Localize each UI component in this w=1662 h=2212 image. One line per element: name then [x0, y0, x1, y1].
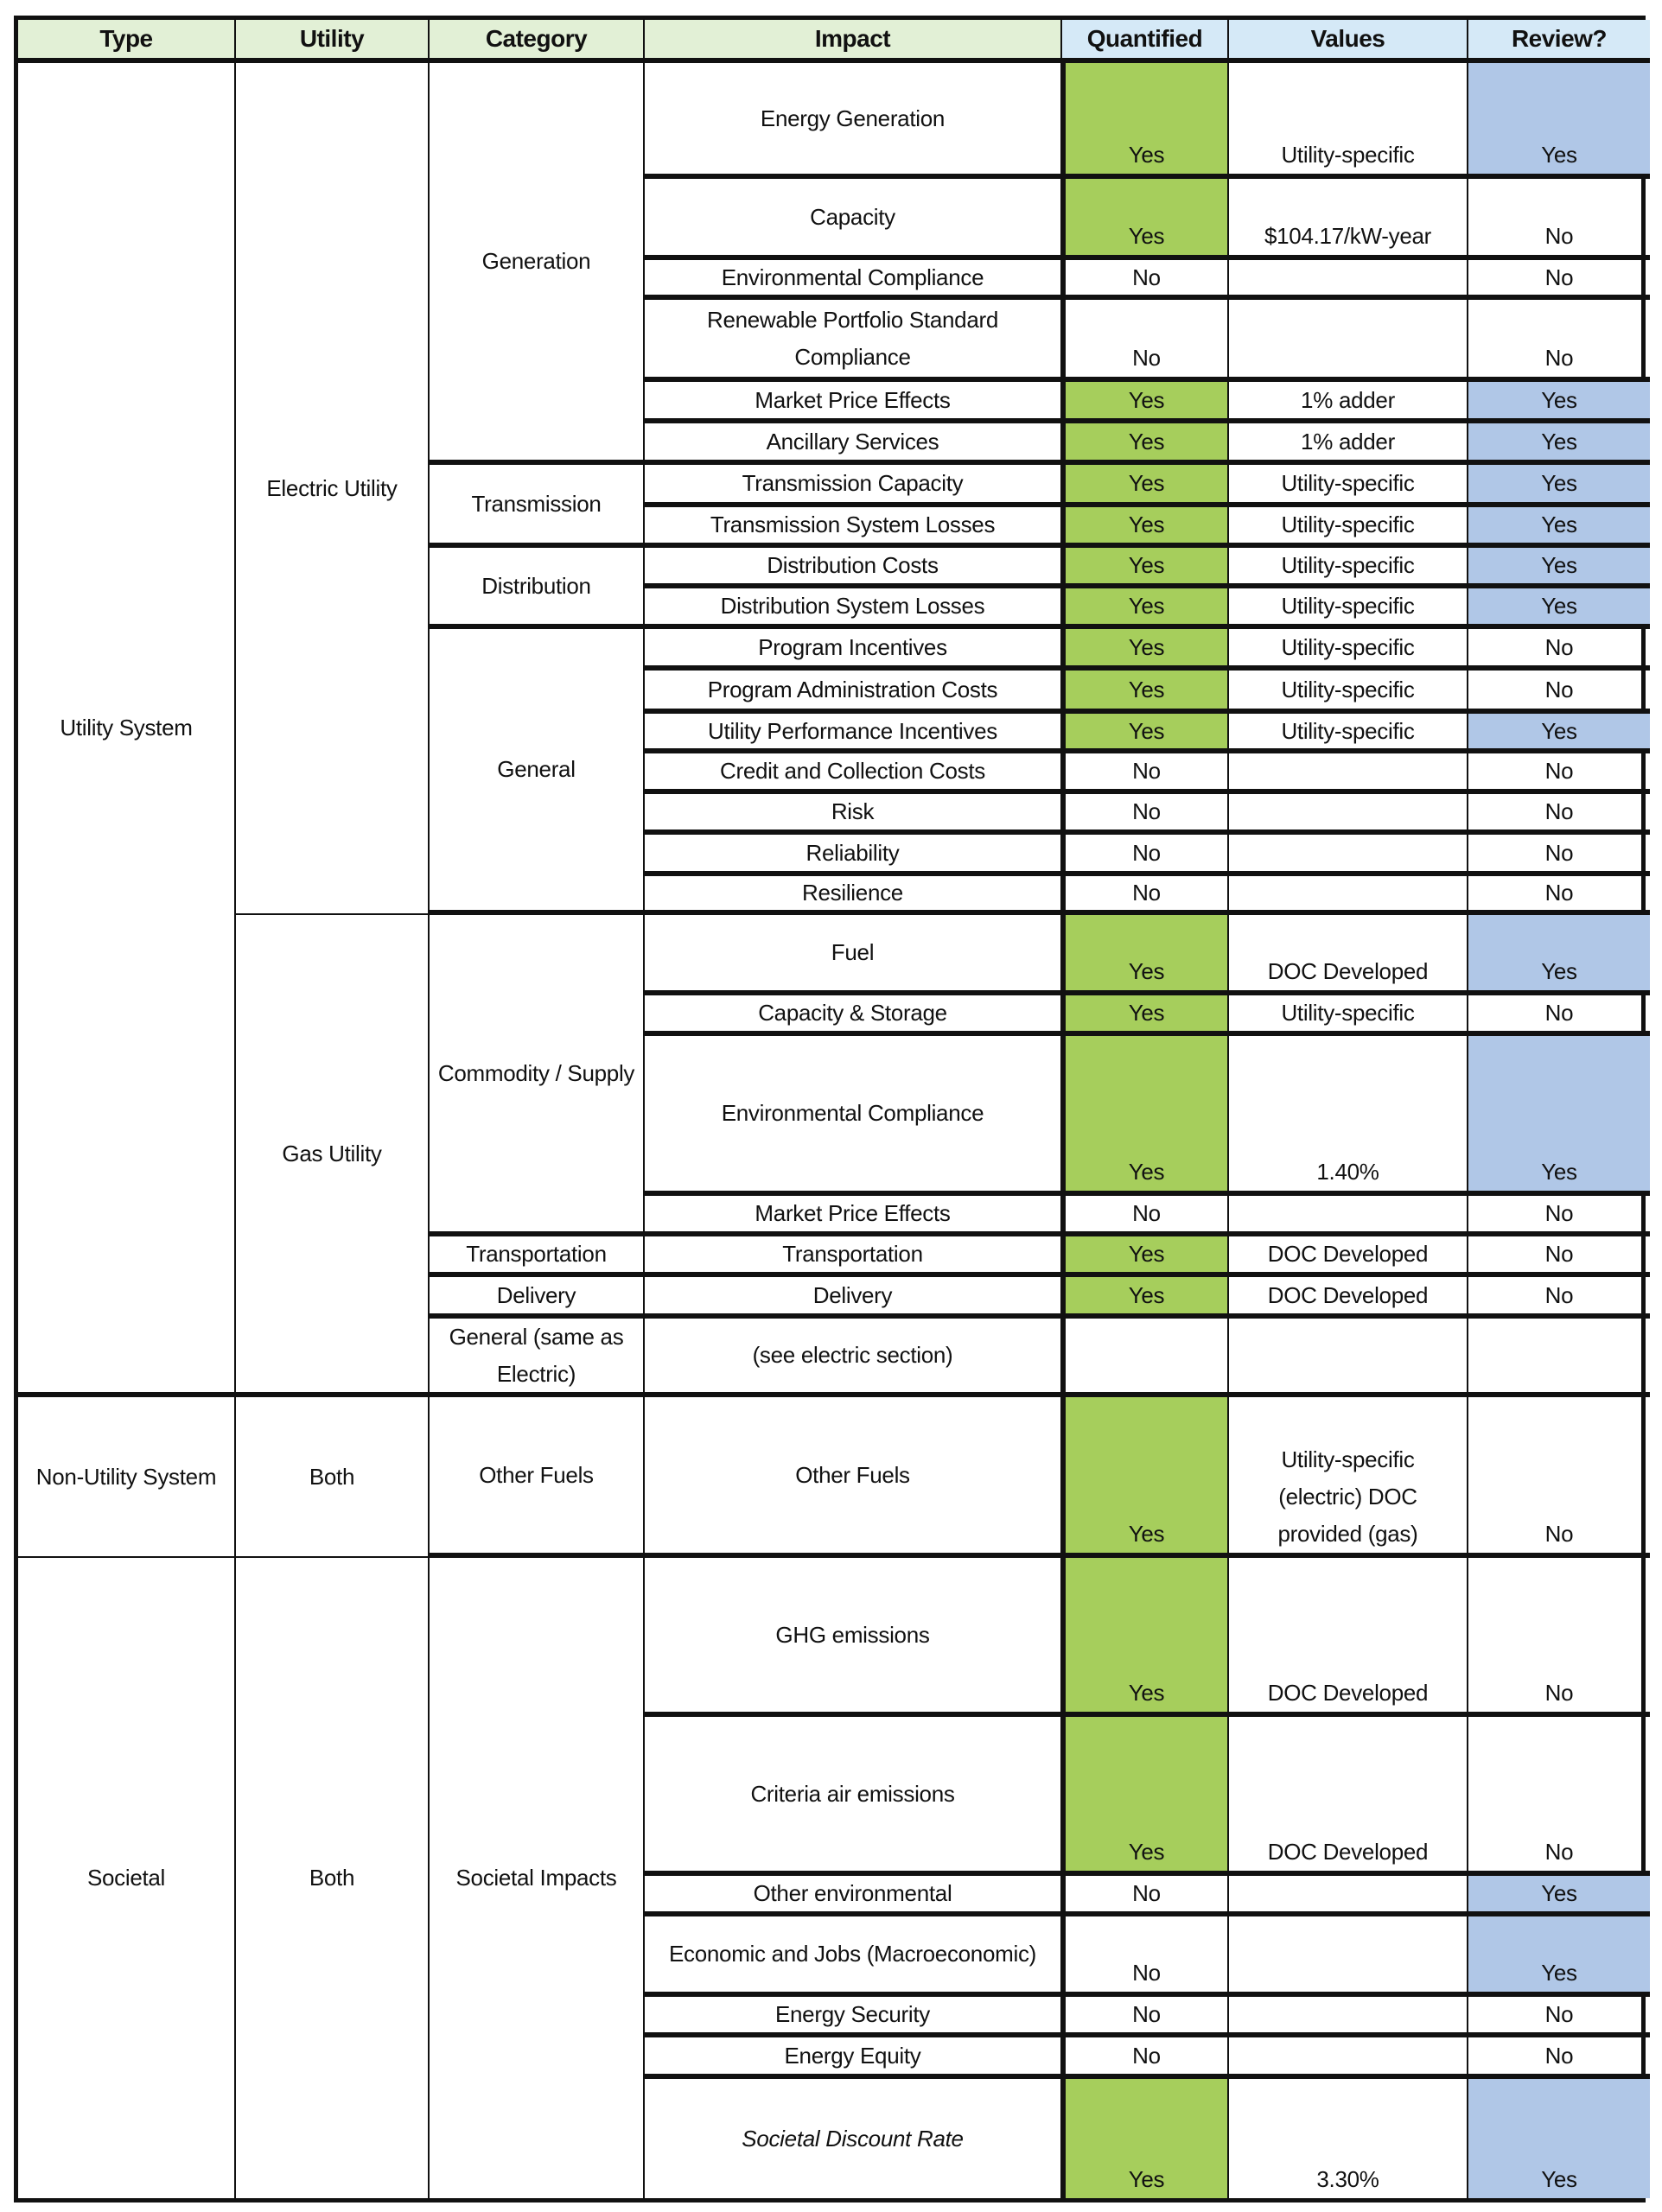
impact-cell: Transmission System Losses [645, 507, 1062, 548]
review-cell: No [1468, 794, 1650, 835]
values-cell [1229, 260, 1468, 300]
header-category: Category [430, 20, 645, 63]
values-cell: DOC Developed [1229, 915, 1468, 995]
utility-cell: Both [236, 1558, 430, 2198]
review-cell: Yes [1468, 588, 1650, 629]
quantified-cell: Yes [1062, 423, 1229, 465]
review-cell: Yes [1468, 1916, 1650, 1997]
values-cell [1229, 876, 1468, 915]
values-cell [1229, 1196, 1468, 1236]
quantified-cell: Yes [1062, 1558, 1229, 1717]
impact-cell: Other environmental [645, 1876, 1062, 1916]
review-cell: Yes [1468, 1036, 1650, 1196]
review-cell: No [1468, 1236, 1650, 1277]
impact-cell: Energy Generation [645, 63, 1062, 179]
quantified-cell: No [1062, 2037, 1229, 2079]
values-cell: 1% adder [1229, 382, 1468, 423]
quantified-cell: No [1062, 1997, 1229, 2037]
values-cell: DOC Developed [1229, 1717, 1468, 1876]
impact-cell: Market Price Effects [645, 1196, 1062, 1236]
review-cell: Yes [1468, 382, 1650, 423]
impact-cell: Transportation [645, 1236, 1062, 1277]
impact-cell: Renewable Portfolio Standard Compliance [645, 300, 1062, 382]
quantified-cell: Yes [1062, 465, 1229, 507]
review-cell: No [1468, 629, 1650, 671]
values-cell [1229, 1916, 1468, 1997]
impact-cell: Risk [645, 794, 1062, 835]
review-cell: No [1468, 1997, 1650, 2037]
review-cell: Yes [1468, 915, 1650, 995]
quantified-cell: No [1062, 260, 1229, 300]
impact-cell: Delivery [645, 1277, 1062, 1319]
impact-cell: Ancillary Services [645, 423, 1062, 465]
impact-cell: Transmission Capacity [645, 465, 1062, 507]
values-cell: Utility-specific [1229, 714, 1468, 753]
values-cell: 3.30% [1229, 2079, 1468, 2198]
impact-cell: Distribution Costs [645, 548, 1062, 588]
impact-cell: Program Incentives [645, 629, 1062, 671]
category-cell: Transportation [430, 1236, 645, 1277]
category-cell: Other Fuels [430, 1397, 645, 1558]
quantified-cell: Yes [1062, 714, 1229, 753]
values-cell [1229, 1997, 1468, 2037]
review-cell: No [1468, 1558, 1650, 1717]
review-cell: No [1468, 179, 1650, 260]
impact-cell: GHG emissions [645, 1558, 1062, 1717]
impact-cell: Utility Performance Incentives [645, 714, 1062, 753]
type-cell: Utility System [18, 63, 236, 1397]
quantified-cell: No [1062, 835, 1229, 876]
quantified-cell: Yes [1062, 382, 1229, 423]
header-impact: Impact [645, 20, 1062, 63]
quantified-cell: No [1062, 300, 1229, 382]
values-cell: $104.17/kW-year [1229, 179, 1468, 260]
review-cell: Yes [1468, 465, 1650, 507]
impact-cell: Credit and Collection Costs [645, 753, 1062, 794]
type-cell: Non-Utility System [18, 1397, 236, 1558]
quantified-cell: Yes [1062, 995, 1229, 1036]
review-cell: No [1468, 835, 1650, 876]
quantified-cell: Yes [1062, 588, 1229, 629]
impact-cell: Program Administration Costs [645, 671, 1062, 714]
review-cell: Yes [1468, 548, 1650, 588]
category-cell: Societal Impacts [430, 1558, 645, 2198]
impact-cell: Distribution System Losses [645, 588, 1062, 629]
values-cell: DOC Developed [1229, 1236, 1468, 1277]
impact-cell: Capacity & Storage [645, 995, 1062, 1036]
header-quantified: Quantified [1062, 20, 1229, 63]
category-cell: Generation [430, 63, 645, 465]
quantified-cell: Yes [1062, 1277, 1229, 1319]
review-cell: No [1468, 876, 1650, 915]
impact-cell: Environmental Compliance [645, 260, 1062, 300]
values-cell: Utility-specific [1229, 671, 1468, 714]
quantified-cell: No [1062, 1916, 1229, 1997]
values-cell: Utility-specific [1229, 548, 1468, 588]
type-cell: Societal [18, 1558, 236, 2198]
values-cell: Utility-specific [1229, 465, 1468, 507]
utility-cell: Both [236, 1397, 430, 1558]
quantified-cell: Yes [1062, 1236, 1229, 1277]
values-cell [1229, 835, 1468, 876]
impact-cell: Reliability [645, 835, 1062, 876]
quantified-cell: Yes [1062, 915, 1229, 995]
impact-cell: Economic and Jobs (Macroeconomic) [645, 1916, 1062, 1997]
quantified-cell: Yes [1062, 1717, 1229, 1876]
category-cell: General (same as Electric) [430, 1319, 645, 1397]
review-cell: No [1468, 671, 1650, 714]
review-cell: Yes [1468, 1876, 1650, 1916]
values-cell: Utility-specific [1229, 507, 1468, 548]
values-cell [1229, 1319, 1468, 1397]
impact-cell: Energy Security [645, 1997, 1062, 2037]
review-cell: No [1468, 753, 1650, 794]
review-cell: No [1468, 1397, 1650, 1558]
quantified-cell: Yes [1062, 507, 1229, 548]
review-cell: No [1468, 300, 1650, 382]
quantified-cell: No [1062, 794, 1229, 835]
values-cell: 1.40% [1229, 1036, 1468, 1196]
review-cell: No [1468, 2037, 1650, 2079]
review-cell: No [1468, 1717, 1650, 1876]
values-cell: Utility-specific (electric) DOC provided (gas) [1229, 1397, 1468, 1558]
header-utility: Utility [236, 20, 430, 63]
category-cell: Delivery [430, 1277, 645, 1319]
impact-cell: Energy Equity [645, 2037, 1062, 2079]
values-cell: 1% adder [1229, 423, 1468, 465]
impact-cell: Other Fuels [645, 1397, 1062, 1558]
category-cell: Distribution [430, 548, 645, 629]
review-cell: No [1468, 995, 1650, 1036]
review-cell: No [1468, 1196, 1650, 1236]
review-cell: No [1468, 1277, 1650, 1319]
quantified-cell: Yes [1062, 2079, 1229, 2198]
impact-cell: Criteria air emissions [645, 1717, 1062, 1876]
quantified-cell: No [1062, 1196, 1229, 1236]
header-type: Type [18, 20, 236, 63]
review-cell: Yes [1468, 714, 1650, 753]
quantified-cell [1062, 1319, 1229, 1397]
quantified-cell: Yes [1062, 179, 1229, 260]
values-cell: DOC Developed [1229, 1277, 1468, 1319]
category-cell: General [430, 629, 645, 915]
quantified-cell: Yes [1062, 629, 1229, 671]
quantified-cell: Yes [1062, 548, 1229, 588]
category-cell: Transmission [430, 465, 645, 548]
impact-cell: (see electric section) [645, 1319, 1062, 1397]
review-cell: Yes [1468, 2079, 1650, 2198]
values-cell: Utility-specific [1229, 588, 1468, 629]
impact-cell: Market Price Effects [645, 382, 1062, 423]
quantified-cell: Yes [1062, 671, 1229, 714]
impact-cell: Resilience [645, 876, 1062, 915]
values-cell [1229, 1876, 1468, 1916]
utility-cell: Electric Utility [236, 63, 430, 915]
values-cell: Utility-specific [1229, 63, 1468, 179]
impact-cell: Fuel [645, 915, 1062, 995]
values-cell: Utility-specific [1229, 629, 1468, 671]
values-cell [1229, 794, 1468, 835]
impact-cell: Capacity [645, 179, 1062, 260]
impact-cell: Environmental Compliance [645, 1036, 1062, 1196]
values-cell [1229, 2037, 1468, 2079]
quantified-cell: Yes [1062, 63, 1229, 179]
review-cell: Yes [1468, 423, 1650, 465]
values-cell [1229, 300, 1468, 382]
quantified-cell: No [1062, 1876, 1229, 1916]
quantified-cell: Yes [1062, 1397, 1229, 1558]
review-cell: No [1468, 260, 1650, 300]
review-cell: Yes [1468, 63, 1650, 179]
review-cell [1468, 1319, 1650, 1397]
quantified-cell: No [1062, 876, 1229, 915]
header-review: Review? [1468, 20, 1650, 63]
quantified-cell: No [1062, 753, 1229, 794]
values-cell: Utility-specific [1229, 995, 1468, 1036]
quantified-cell: Yes [1062, 1036, 1229, 1196]
values-cell: DOC Developed [1229, 1558, 1468, 1717]
values-cell [1229, 753, 1468, 794]
review-cell: Yes [1468, 507, 1650, 548]
utility-cell: Gas Utility [236, 915, 430, 1397]
benefit-cost-impacts-table [14, 16, 1646, 2202]
header-values: Values [1229, 20, 1468, 63]
impact-cell: Societal Discount Rate [645, 2079, 1062, 2198]
category-cell: Commodity / Supply [430, 915, 645, 1236]
